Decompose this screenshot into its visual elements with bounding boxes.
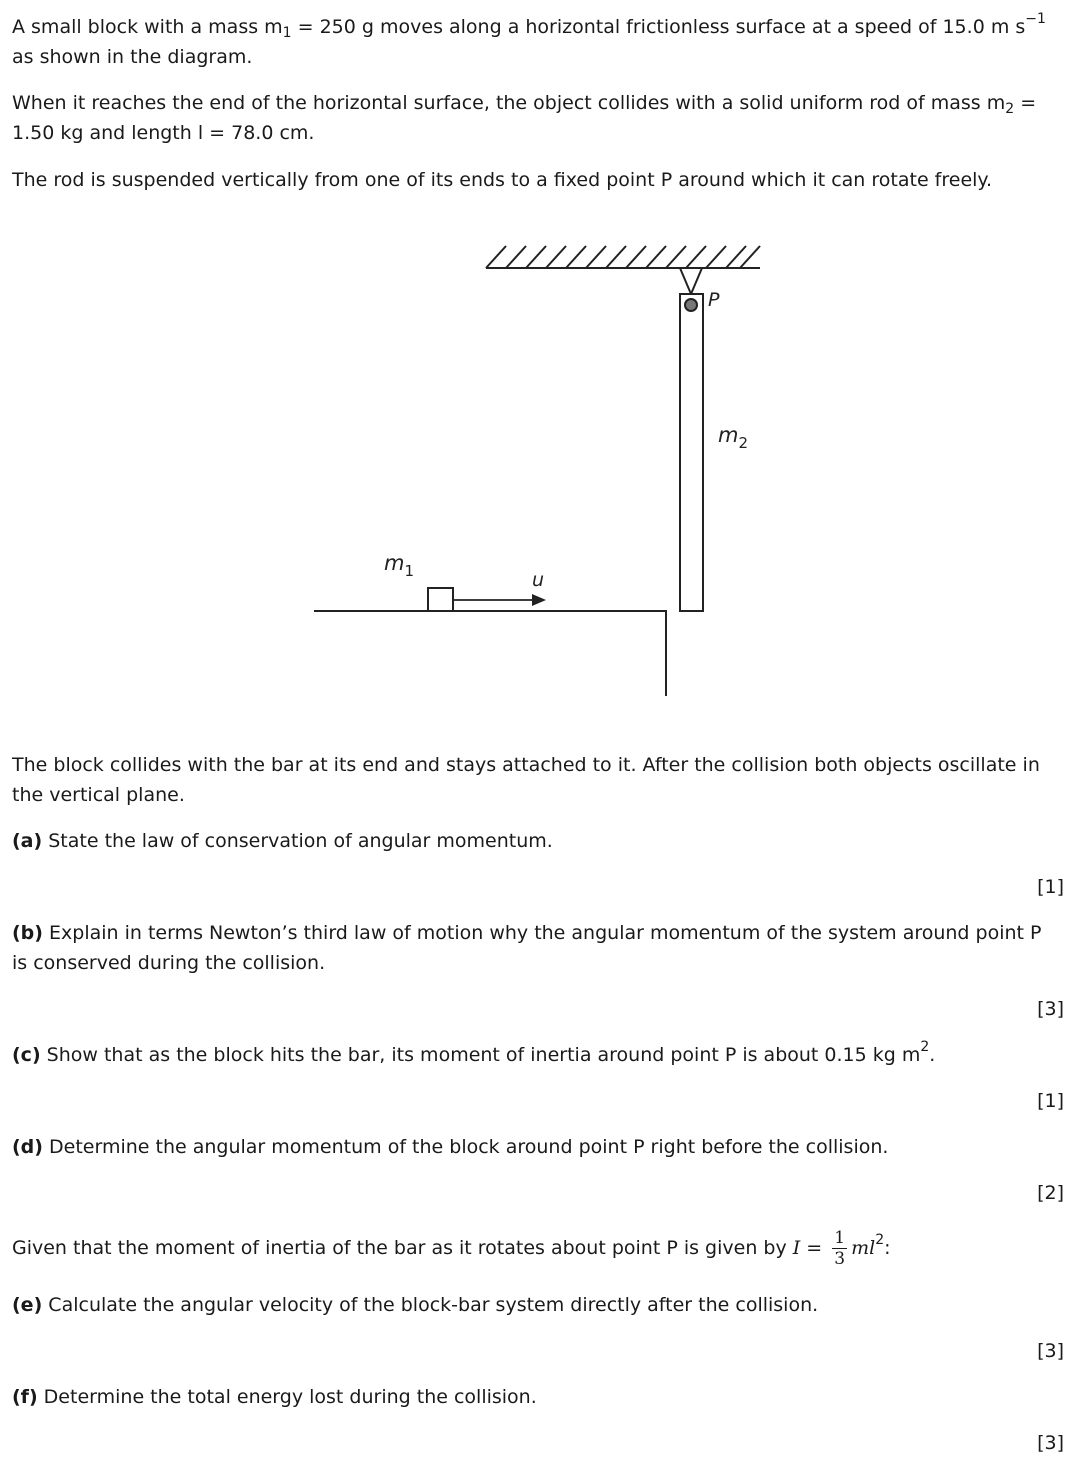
question-b [12,918,1062,978]
question-label: (a) [12,830,43,852]
intro-text: When it reaches the end of the horizontal surface, the object collides with a solid uniform rod of mass m [12,92,1006,114]
given-statement [12,1220,1062,1276]
question-text: State the law of conservation of angular momentum. [42,830,553,852]
fraction [832,1228,847,1269]
question-label: (e) [12,1294,43,1316]
marks-e: [3] [1037,1340,1064,1362]
marks-a: [1] [1037,876,1064,898]
intro-text: as shown in the diagram. [12,46,253,68]
given-text: Given that the moment of inertia of the bar as it rotates about point P is given by [12,1237,793,1259]
pivot-mount [680,268,702,311]
intro-paragraph-3: The rod is suspended vertically from one of its ends to a fixed point P around which it can rotate freely. [12,169,992,191]
collision-diagram [0,230,1080,710]
horizontal-surface [314,611,666,696]
block [428,588,453,611]
question-text: . [929,1044,936,1066]
question-text: Determine the total energy lost during the collision. [37,1386,537,1408]
question-f [12,1382,1062,1412]
marks-b: [3] [1037,998,1064,1020]
after-collision-paragraph: The block collides with the bar at its end and stays attached to it. After the collision both objects oscillate in the vertical plane. [12,754,1040,806]
math-variable: I [792,1237,801,1259]
subscript: 2 [1005,101,1015,117]
intro-paragraph-2 [12,88,1062,148]
label-m1: $m_1$ [384,551,415,580]
fraction-denominator: 3 [834,1249,846,1269]
question-c [12,1040,1062,1070]
question-text: Determine the angular momentum of the block around point P right before the collision. [42,1136,889,1158]
marks-f: [3] [1037,1432,1064,1454]
superscript: 2 [920,1039,930,1055]
math-expression: ml [851,1237,876,1259]
question-text: Show that as the block hits the bar, its moment of inertia around point P is about 0.15 kg m [40,1044,921,1066]
rod [680,294,703,611]
superscript: 2 [875,1232,885,1248]
intro-text: A small block with a mass m [12,16,283,38]
question-text: Explain in terms Newton’s third law of motion why the angular momentum of the system around point P is conserved during the collision. [12,922,1042,974]
label-m2: $m_2$ [718,423,749,452]
velocity-arrow [453,594,546,606]
marks-c: [1] [1037,1090,1064,1112]
math-operator: = [800,1237,829,1259]
question-e [12,1290,1062,1320]
fraction-numerator: 1 [834,1228,846,1248]
intro-text: = 250 g moves along a horizontal frictionless surface at a speed of 15.0 m s [291,16,1026,38]
question-label: (d) [12,1136,43,1158]
given-text: : [884,1237,891,1259]
question-label: (f) [12,1386,38,1408]
superscript: −1 [1025,11,1046,27]
label-p: P [708,289,720,311]
label-u: u [532,569,545,591]
question-label: (c) [12,1044,41,1066]
ceiling-hatching [486,246,760,268]
marks-d: [2] [1037,1182,1064,1204]
subscript: 1 [282,25,292,41]
intro-text: = 1.50 kg and length l = 78.0 cm. [12,92,1037,144]
question-a [12,826,1062,856]
question-text: Calculate the angular velocity of the block-bar system directly after the collision. [42,1294,819,1316]
question-label: (b) [12,922,43,944]
question-d [12,1132,1062,1162]
intro-paragraph-1 [12,12,1062,72]
